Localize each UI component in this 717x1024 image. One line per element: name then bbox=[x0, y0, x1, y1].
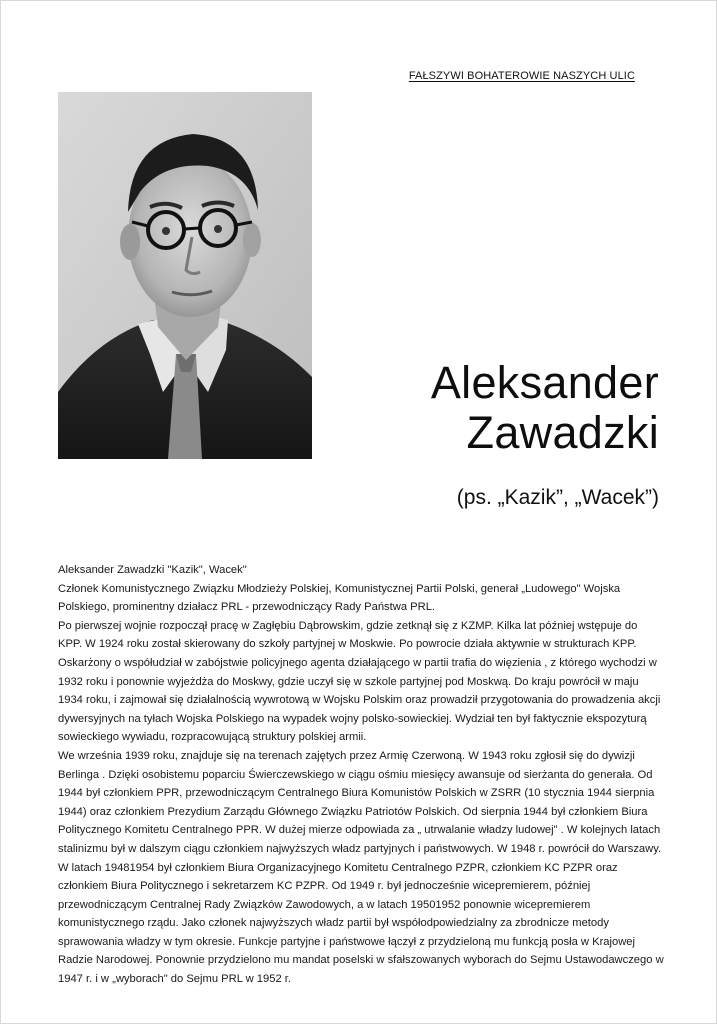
portrait-photo-icon bbox=[58, 92, 312, 459]
first-name: Aleksander bbox=[430, 357, 659, 408]
biography-text bbox=[58, 561, 664, 989]
person-name bbox=[431, 358, 659, 458]
bio-paragraph: Aleksander Zawadzki "Kazik", Wacek" bbox=[58, 564, 247, 576]
pseudonym: (ps. „Kazik”, „Wacek”) bbox=[456, 486, 659, 509]
bio-paragraph: We września 1939 roku, znajduje się na terenach zajętych przez Armię Czerwoną. W 1943 roku zgłosił się do dywizji Berlinga . Dzięki osobistemu poparciu Świerczewskiego w ciągu ośmiu miesięcy awansuje od sierżanta do generała. Od 1944 był członkiem PPR, przewodniczącym Centralnego Biura Komunistów Polskich w ZSRR (10 stycznia 1944 sierpnia 1944) oraz członkiem Prezydium Zarządu Głównego Związku Patriotów Polskich. Od sierpnia 1944 był członkiem Biura Politycznego Komitetu Centralnego PPR. W dużej mierze odpowiada za „ utrwalanie władzy ludowej" . W kolejnych latach stalinizmu był w dalszym ciągu członkiem najwyższych władz partyjnych i państwowych. W 1948 r. powrócił do Warszawy. W latach 19481954 był członkiem Biura Organizacyjnego Komitetu Centralnego PZPR, członkiem KC PZPR oraz członkiem Biura Politycznego i sekretarzem KC PZPR. Od 1949 r. był jednocześnie wicepremierem, później przewodniczącym Centralnej Rady Związków Zawodowych, a w latach 19501952 ponownie wicepremierem komunistycznego rządu. Jako członek najwyższych władz partii był współodpowiedzialny za zbrodnicze metody sprawowania władzy w tym okresie. Funkcje partyjne i państwowe łączył z przydzieloną mu funkcją posła w Krajowej Radzie Narodowej. Ponownie przydzielono mu mandat poselski w sfałszowanych wyborach do Sejmu Ustawodawczego w 1947 r. i w „wyborach" do Sejmu PRL w 1952 r. bbox=[58, 749, 664, 986]
series-title: FAŁSZYWI BOHATEROWIE NASZYCH ULIC bbox=[408, 70, 635, 82]
last-name: Zawadzki bbox=[466, 407, 659, 458]
bio-paragraph: Po pierwszej wojnie rozpoczął pracę w Zagłębiu Dąbrowskim, gdzie zetknął się z KZMP. Kilka lat później wstępuje do KPP. W 1924 roku został skierowany do szkoły partyjnej w Moskwie. Po powrocie działa aktywnie w strukturach KPP. Oskarżony o współudział w zabójstwie policyjnego agenta działającego w partii trafia do więzienia , z którego wychodzi w 1932 roku i ponownie wyjeżdża do Moskwy, gdzie uczył się w szkole partyjnej pod Moskwą. Do kraju powrócił w maju 1934 roku, i zajmował się działalnością wywrotową w Wojsku Polskim oraz prowadził przygotowania do prowadzenia akcji dywersyjnych na tyłach Wojska Polskiego na wypadek wojny polsko-sowieckiej. Wydział ten był faktycznie ekspozyturą sowieckiego wywiadu, rozpracowującą struktury polskiej armii. bbox=[58, 619, 661, 744]
portrait-photo bbox=[58, 92, 312, 459]
bio-paragraph: Członek Komunistycznego Związku Młodzieży Polskiej, Komunistycznej Partii Polski, generał „Ludowego" Wojska Polskiego, prominentny działacz PRL - przewodniczący Rady Państwa PRL. bbox=[58, 582, 621, 614]
